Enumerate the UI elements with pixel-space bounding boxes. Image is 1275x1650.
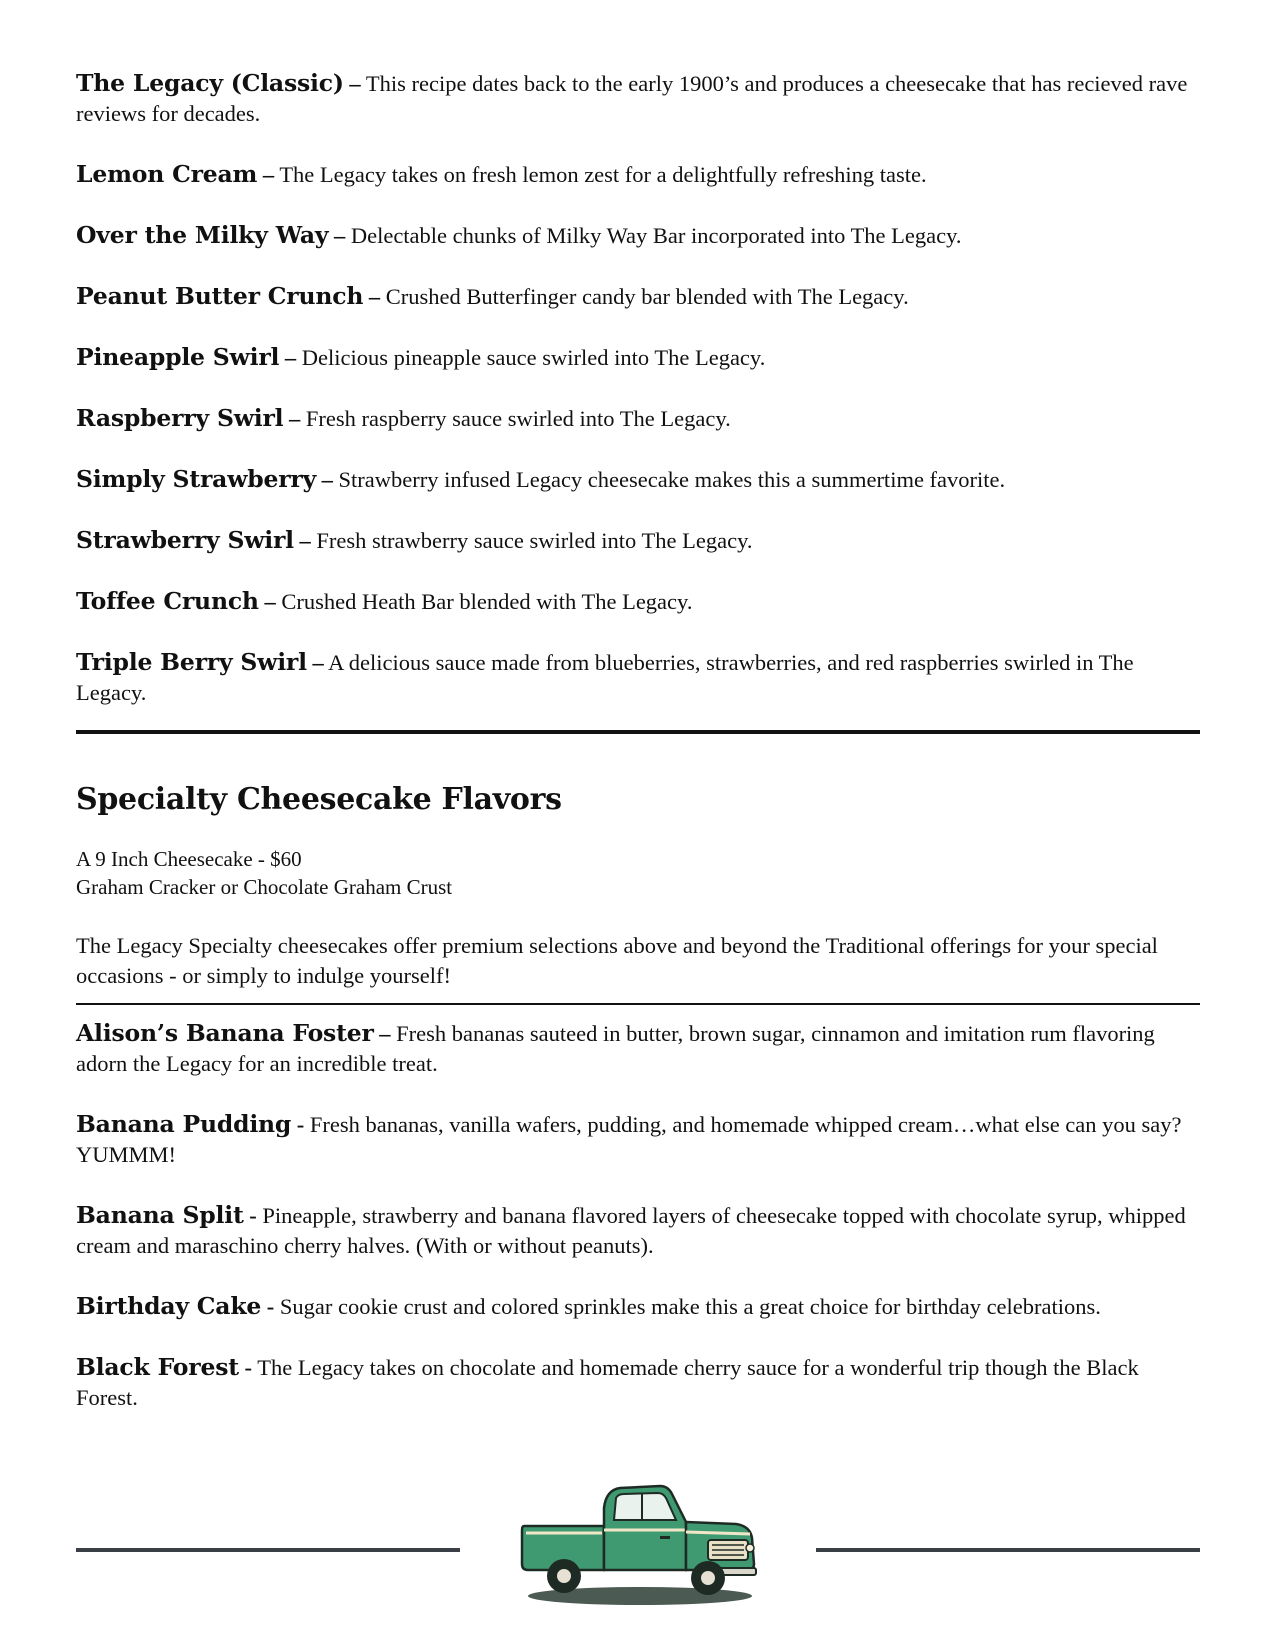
list-item <box>76 1109 1200 1170</box>
list-item <box>76 220 1200 251</box>
item-name: Alison’s Banana Foster <box>76 1019 374 1047</box>
pickup-truck-icon <box>518 1478 758 1608</box>
menu-page <box>76 68 1200 1443</box>
item-separator: – <box>284 345 297 370</box>
item-name: Black Forest <box>76 1353 239 1381</box>
list-item <box>76 1018 1200 1079</box>
footer-rule-right <box>816 1548 1200 1552</box>
list-item <box>76 464 1200 495</box>
item-description: Fresh raspberry sauce swirled into The Legacy. <box>305 406 731 431</box>
item-name: Toffee Crunch <box>76 587 259 615</box>
footer-rule-left <box>76 1548 460 1552</box>
item-name: Simply Strawberry <box>76 465 317 493</box>
section-divider <box>76 730 1200 734</box>
item-separator: - <box>244 1355 253 1380</box>
list-item <box>76 403 1200 434</box>
item-separator: – <box>349 71 361 96</box>
list-item <box>76 1200 1200 1261</box>
item-name: Strawberry Swirl <box>76 526 294 554</box>
item-description: Delicious pineapple sauce swirled into The Legacy. <box>301 345 766 370</box>
list-item <box>76 68 1200 129</box>
item-separator: – <box>262 162 275 187</box>
item-description: Fresh bananas sauteed in butter, brown sugar, cinnamon and imitation rum flavoring adorn the Legacy for an incredible treat. <box>76 1021 1155 1076</box>
list-item <box>76 1291 1200 1322</box>
item-separator: - <box>249 1203 257 1228</box>
item-name: Triple Berry Swirl <box>76 648 307 676</box>
item-description: This recipe dates back to the early 1900’s and produces a cheesecake that has recieved rave reviews for decades. <box>76 71 1188 126</box>
item-name: Peanut Butter Crunch <box>76 282 364 310</box>
list-item <box>76 586 1200 617</box>
specialty-list <box>76 1018 1200 1413</box>
item-name: Raspberry Swirl <box>76 404 284 432</box>
item-separator: - <box>266 1294 275 1319</box>
list-item <box>76 342 1200 373</box>
item-separator: - <box>296 1112 305 1137</box>
item-name: Banana Pudding <box>76 1110 292 1138</box>
item-description: Fresh strawberry sauce swirled into The Legacy. <box>316 528 753 553</box>
section-title: Specialty Cheesecake Flavors <box>76 782 562 817</box>
size-price: A 9 Inch Cheesecake - $60 <box>76 847 302 871</box>
item-separator: – <box>379 1021 391 1046</box>
item-name: Lemon Cream <box>76 160 258 188</box>
item-description: Sugar cookie crust and colored sprinkles make this a great choice for birthday celebrations. <box>279 1294 1101 1319</box>
item-separator: – <box>333 223 346 248</box>
item-description: Pineapple, strawberry and banana flavored layers of cheesecake topped with chocolate syrup, whipped cream and maraschino cherry halves. (With or without peanuts). <box>76 1203 1186 1258</box>
section-intro: The Legacy Specialty cheesecakes offer premium selections above and beyond the Traditional offerings for your special occasions - or simply to indulge yourself! <box>76 933 1158 988</box>
item-separator: – <box>368 284 381 309</box>
list-item <box>76 647 1200 708</box>
item-description: Strawberry infused Legacy cheesecake makes this a summertime favorite. <box>338 467 1006 492</box>
item-name: Banana Split <box>76 1201 244 1229</box>
crust-options: Graham Cracker or Chocolate Graham Crust <box>76 875 453 899</box>
item-separator: – <box>312 650 324 675</box>
item-description: The Legacy takes on chocolate and homemade cherry sauce for a wonderful trip though the Black Forest. <box>76 1355 1139 1410</box>
item-name: The Legacy (Classic) <box>76 69 344 97</box>
item-description: The Legacy takes on fresh lemon zest for a delightfully refreshing taste. <box>279 162 927 187</box>
item-description: Crushed Heath Bar blended with The Legacy. <box>281 589 693 614</box>
item-name: Pineapple Swirl <box>76 343 280 371</box>
item-separator: – <box>299 528 311 553</box>
traditional-list <box>76 68 1200 708</box>
item-name: Over the Milky Way <box>76 221 329 249</box>
list-item <box>76 159 1200 190</box>
list-item <box>76 525 1200 556</box>
intro-divider <box>76 1003 1200 1005</box>
item-description: Fresh bananas, vanilla wafers, pudding, and homemade whipped cream…what else can you say? YUMMM! <box>76 1112 1182 1167</box>
item-separator: – <box>289 406 301 431</box>
list-item <box>76 1352 1200 1413</box>
item-description: Crushed Butterfinger candy bar blended with The Legacy. <box>385 284 909 309</box>
item-name: Birthday Cake <box>76 1292 262 1320</box>
item-description: Delectable chunks of Milky Way Bar incorporated into The Legacy. <box>350 223 962 248</box>
list-item <box>76 281 1200 312</box>
item-description: A delicious sauce made from blueberries, strawberries, and red raspberries swirled in The Legacy. <box>76 650 1134 705</box>
item-separator: – <box>321 467 333 492</box>
item-separator: – <box>264 589 276 614</box>
